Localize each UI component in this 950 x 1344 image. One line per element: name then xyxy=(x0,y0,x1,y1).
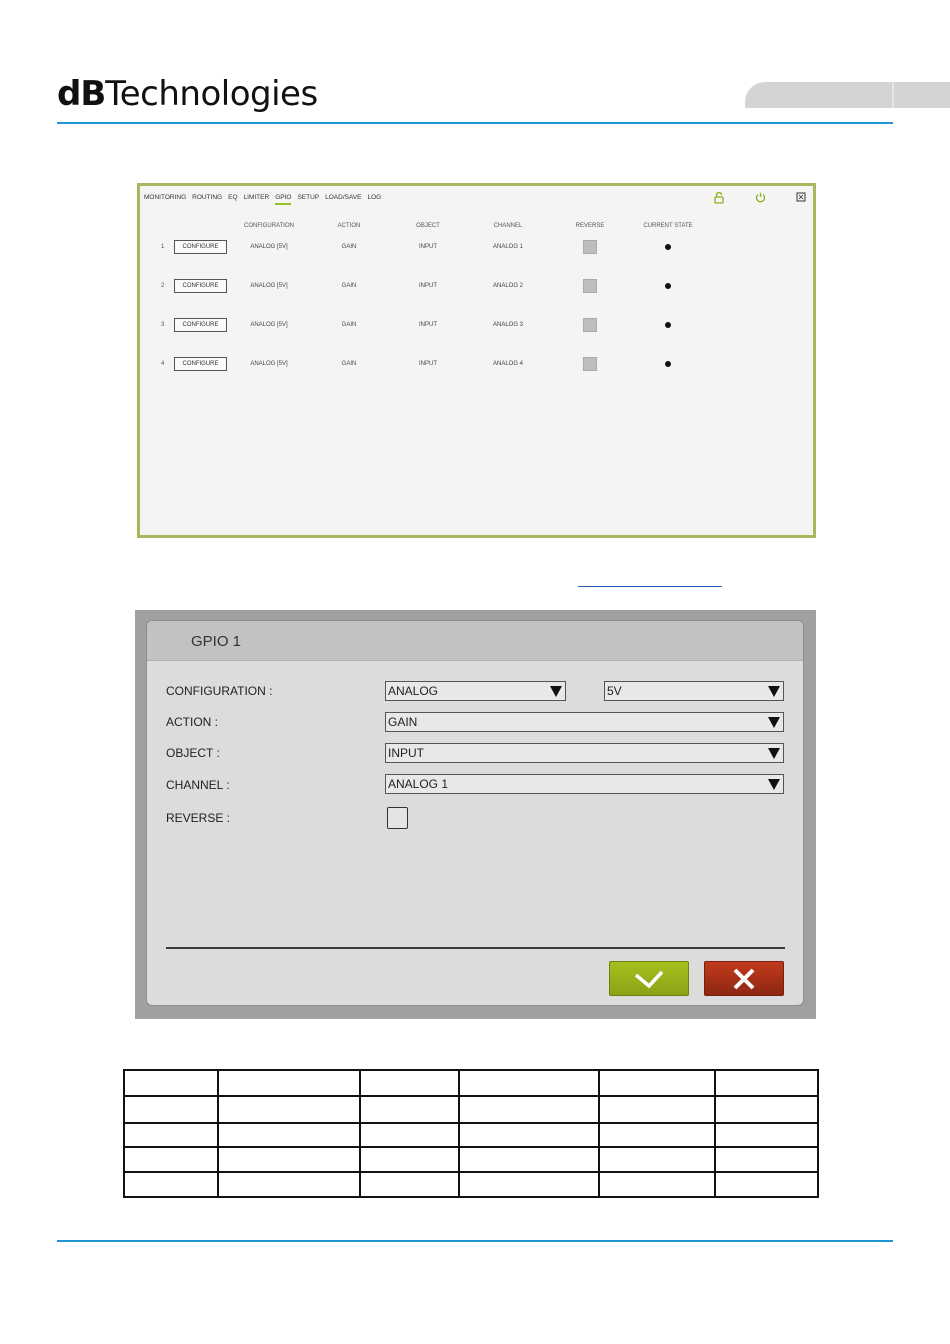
nav-monitoring[interactable]: MONITORING xyxy=(144,194,187,201)
select-value: ANALOG 1 xyxy=(388,777,449,791)
configuration-label: CONFIGURATION : xyxy=(166,684,273,698)
configure-button[interactable]: CONFIGURE xyxy=(174,279,227,293)
chevron-down-icon xyxy=(550,686,562,697)
col-header-current-state: CURRENT STATE xyxy=(643,223,693,229)
gpio-row-channel: ANALOG 3 xyxy=(492,322,524,328)
gpio-row-number: 3 xyxy=(161,322,165,328)
gpio-row-action: GAIN xyxy=(341,283,357,289)
select-value: 5V xyxy=(607,684,622,698)
fullscreen-icon[interactable] xyxy=(796,192,806,206)
nav-routing[interactable]: ROUTING xyxy=(192,194,223,201)
reverse-checkbox[interactable] xyxy=(583,357,597,371)
confirm-button[interactable] xyxy=(609,961,689,996)
nav-limiter[interactable]: LIMITER xyxy=(243,194,270,201)
reverse-checkbox[interactable] xyxy=(583,279,597,293)
gpio-row-configuration: ANALOG [5V] xyxy=(250,244,288,250)
current-state-indicator xyxy=(665,361,671,367)
gpio-row-action: GAIN xyxy=(341,361,357,367)
gpio-row-number: 1 xyxy=(161,244,165,250)
gpio-config-dialog xyxy=(146,620,804,1006)
action-label: ACTION : xyxy=(166,715,219,729)
cancel-button[interactable] xyxy=(704,961,784,996)
gpio-page-screenshot xyxy=(137,183,816,538)
configure-button[interactable]: CONFIGURE xyxy=(174,318,227,332)
col-header-reverse: REVERSE xyxy=(575,223,605,229)
nav-gpio[interactable]: GPIO xyxy=(275,194,291,205)
reverse-checkbox[interactable] xyxy=(387,807,408,829)
gpio-dialog-screenshot xyxy=(135,610,816,1019)
dialog-header xyxy=(147,621,803,661)
object-select[interactable] xyxy=(385,743,784,763)
chevron-down-icon xyxy=(768,686,780,697)
checkmark-icon xyxy=(634,969,664,989)
nav-setup[interactable]: SETUP xyxy=(297,194,320,201)
table-row xyxy=(124,1096,818,1123)
configure-button[interactable]: CONFIGURE xyxy=(174,240,227,254)
reverse-checkbox[interactable] xyxy=(583,240,597,254)
channel-label: CHANNEL : xyxy=(166,778,230,792)
gpio-row-action: GAIN xyxy=(341,244,357,250)
current-state-indicator xyxy=(665,244,671,250)
header-tab-decoration xyxy=(745,82,950,108)
close-icon xyxy=(732,967,756,991)
nav-load-save[interactable]: LOAD/SAVE xyxy=(325,194,362,201)
gpio-row-number: 2 xyxy=(161,283,165,289)
gpio-row-configuration: ANALOG [5V] xyxy=(250,283,288,289)
select-value: INPUT xyxy=(388,746,424,760)
main-nav xyxy=(144,194,387,205)
configure-button[interactable]: CONFIGURE xyxy=(174,357,227,371)
gpio-row-object: INPUT xyxy=(419,322,437,328)
power-icon[interactable] xyxy=(755,192,766,207)
current-state-indicator xyxy=(665,283,671,289)
nav-eq[interactable]: EQ xyxy=(228,194,238,201)
footer-divider xyxy=(57,1240,893,1242)
col-header-configuration: CONFIGURATION xyxy=(244,223,294,229)
table-row xyxy=(124,1070,818,1096)
col-header-action: ACTION xyxy=(337,223,361,229)
col-header-object: OBJECT xyxy=(416,223,440,229)
gpio-row-object: INPUT xyxy=(419,283,437,289)
logo-rest: Technologies xyxy=(105,74,318,114)
object-label: OBJECT : xyxy=(166,746,220,760)
reverse-label: REVERSE : xyxy=(166,811,231,825)
configuration-type-select[interactable] xyxy=(385,681,566,701)
configuration-voltage-select[interactable] xyxy=(604,681,784,701)
gpio-row-configuration: ANALOG [5V] xyxy=(250,361,288,367)
table-row xyxy=(124,1172,818,1197)
action-select[interactable] xyxy=(385,712,784,732)
dialog-divider xyxy=(166,947,785,949)
gpio-row-object: INPUT xyxy=(419,361,437,367)
gpio-row-action: GAIN xyxy=(341,322,357,328)
chevron-down-icon xyxy=(768,748,780,759)
lock-open-icon[interactable] xyxy=(714,192,724,208)
reverse-checkbox[interactable] xyxy=(583,318,597,332)
select-value: GAIN xyxy=(388,715,418,729)
gpio-row-channel: ANALOG 4 xyxy=(492,361,524,367)
header-divider xyxy=(57,122,893,124)
chevron-down-icon xyxy=(768,717,780,728)
channel-select[interactable] xyxy=(385,774,784,794)
current-state-indicator xyxy=(665,322,671,328)
table-row xyxy=(124,1147,818,1172)
gpio-row-channel: ANALOG 2 xyxy=(492,283,524,289)
empty-grid-table xyxy=(123,1069,819,1198)
table-row xyxy=(124,1123,818,1147)
gpio-row-object: INPUT xyxy=(419,244,437,250)
brand-logo xyxy=(57,74,318,114)
gpio-row-number: 4 xyxy=(161,361,165,367)
nav-log[interactable]: LOG xyxy=(367,194,382,201)
gpio-row-channel: ANALOG 1 xyxy=(492,244,524,250)
col-header-channel: CHANNEL xyxy=(493,223,523,229)
select-value: ANALOG xyxy=(388,684,439,698)
dialog-title: GPIO 1 xyxy=(191,633,242,650)
link-underline xyxy=(578,586,722,587)
gpio-row-configuration: ANALOG [5V] xyxy=(250,322,288,328)
chevron-down-icon xyxy=(768,779,780,790)
logo-bold: dB xyxy=(57,74,106,114)
